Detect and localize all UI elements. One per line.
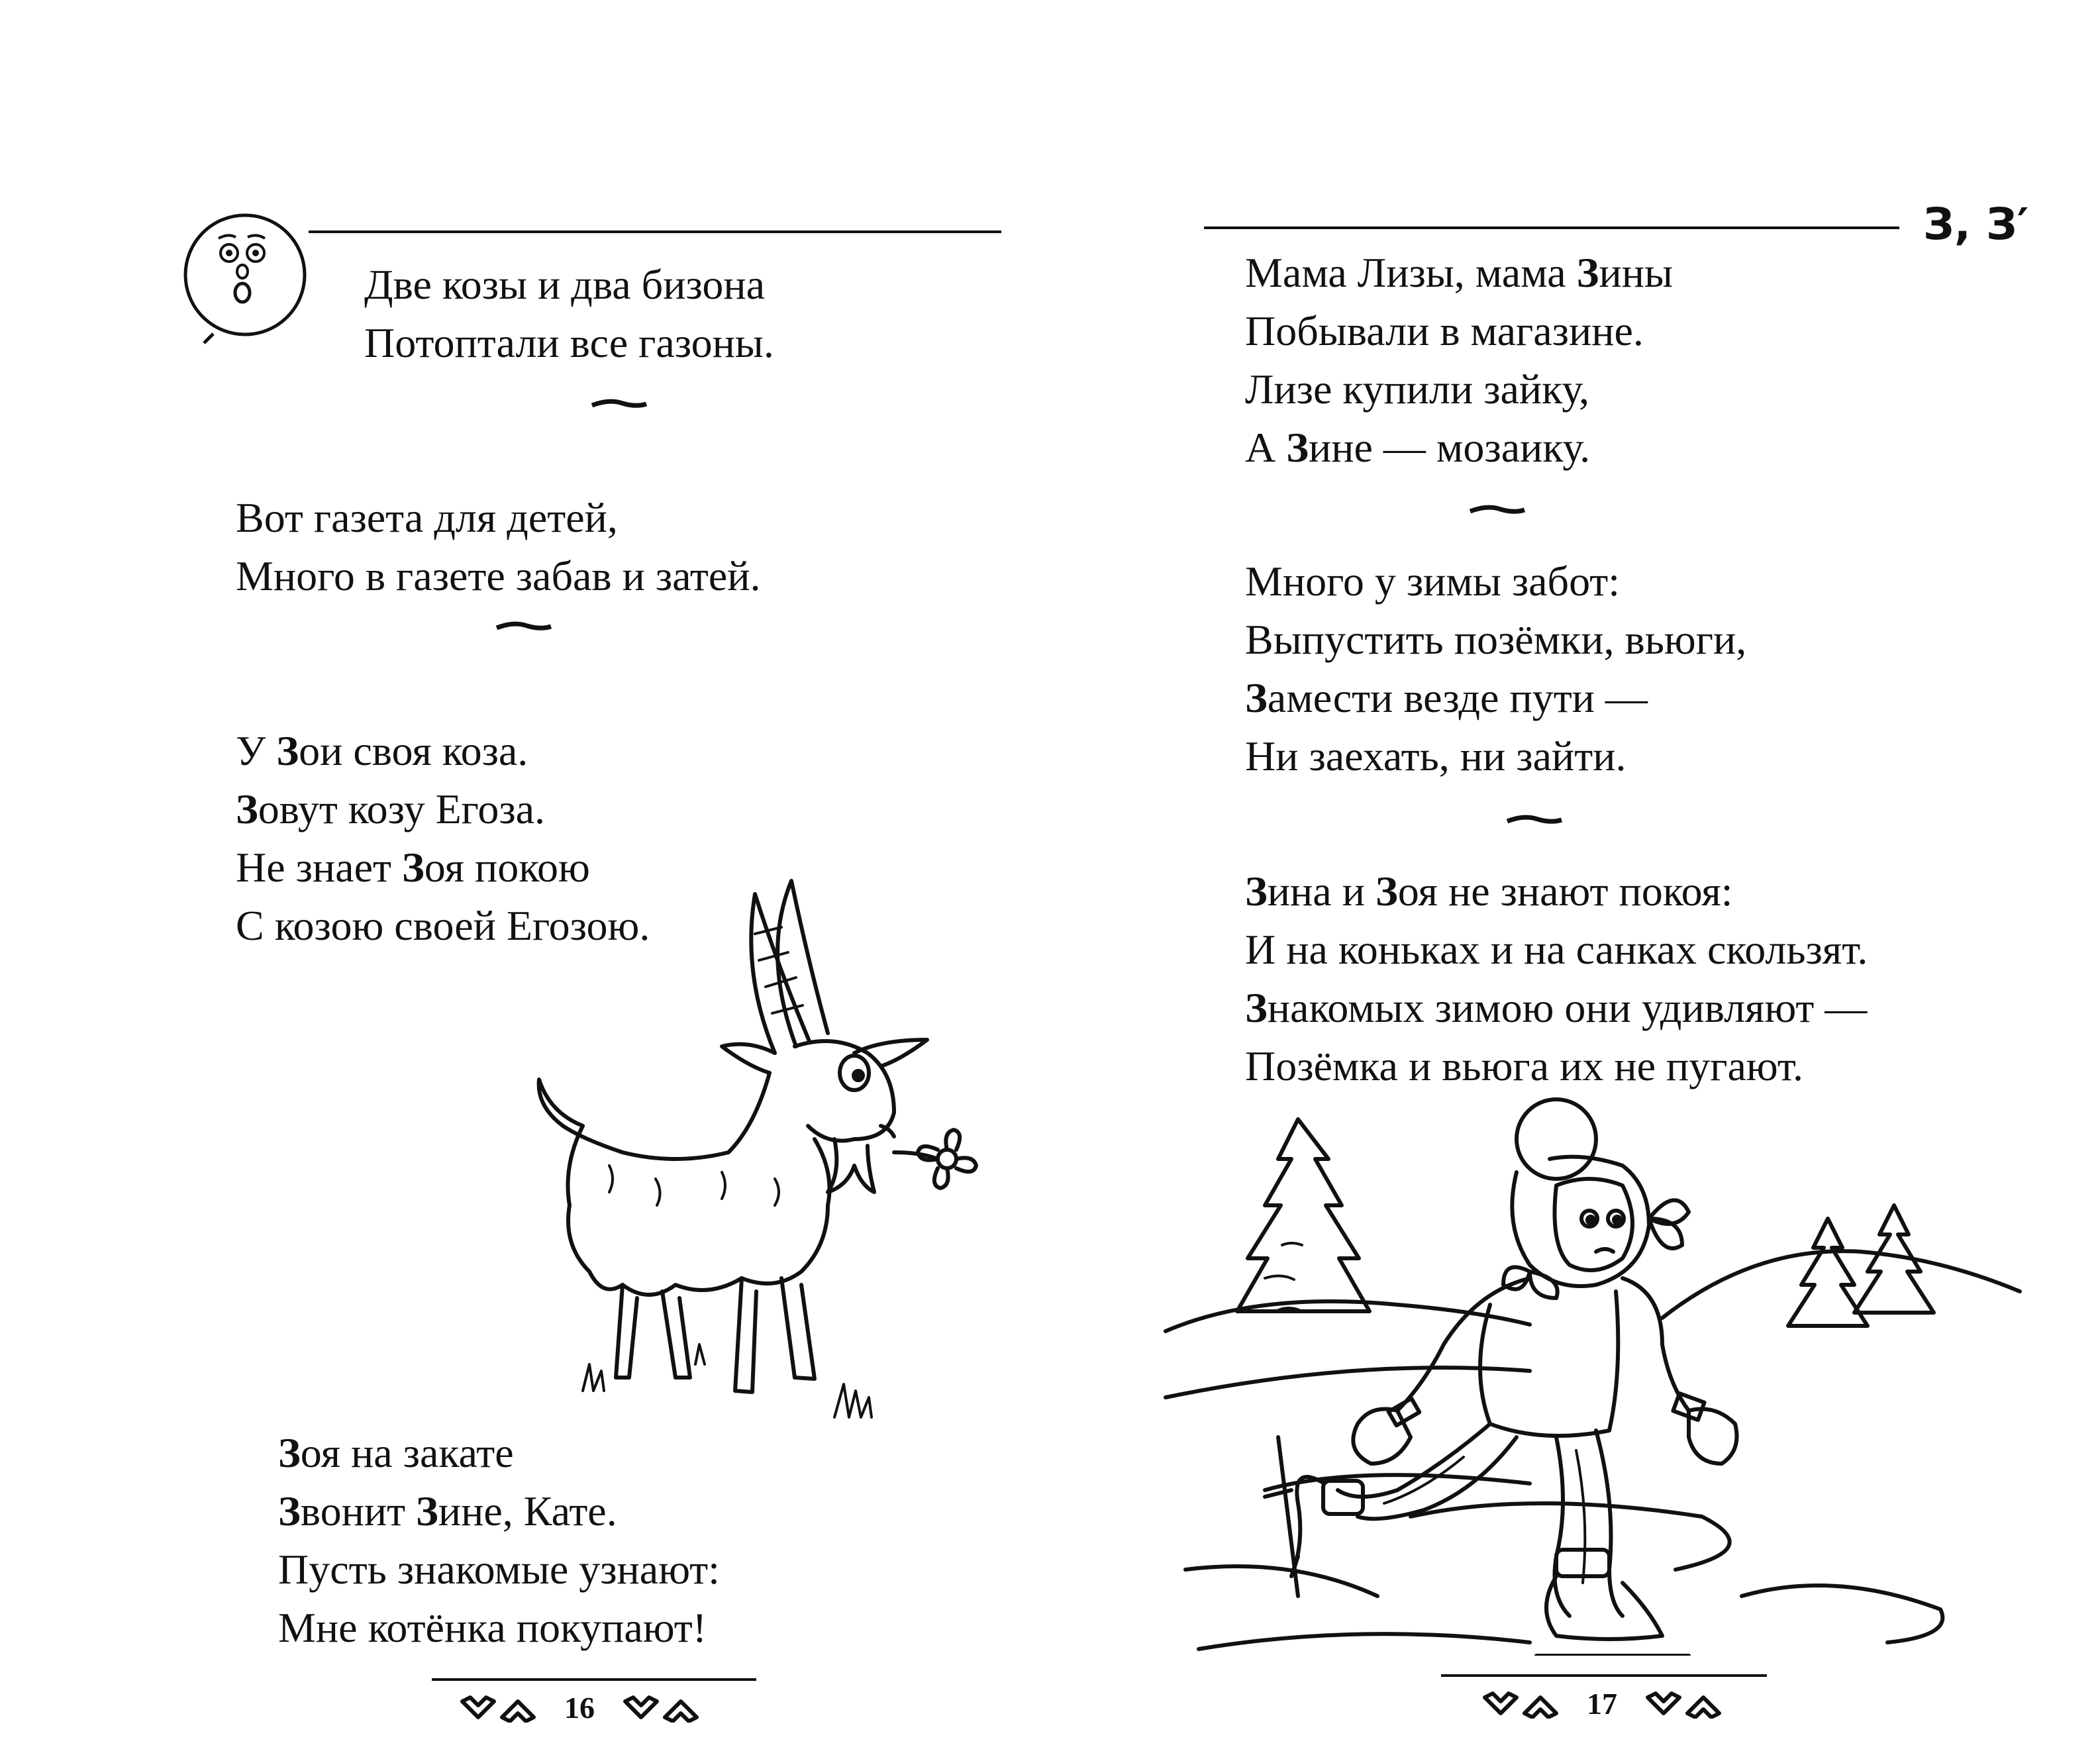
text-run: Вот газета для детей, xyxy=(236,494,618,541)
heart-pair-ornament-icon xyxy=(458,1693,538,1723)
child-skater-illustration xyxy=(1159,1093,2033,1656)
tilde-dash-icon xyxy=(1468,503,1527,517)
bold-letter: З xyxy=(1245,868,1268,915)
text-run: И на коньках и на санках скользят. xyxy=(1245,926,1868,973)
poem-line xyxy=(1245,921,1868,979)
poem-line xyxy=(236,780,650,838)
poem-line xyxy=(278,1424,720,1482)
text-run: Много у зимы забот: xyxy=(1245,558,1620,605)
poem-line xyxy=(1245,862,1868,921)
right-top-rule xyxy=(1204,226,1899,229)
poem-line xyxy=(1245,1037,1868,1095)
text-run: У xyxy=(236,727,277,774)
text-run: Пусть знакомые узнают: xyxy=(278,1546,720,1593)
text-run: Потоптали все газоны. xyxy=(364,319,774,366)
page-number: 16 xyxy=(564,1691,595,1725)
bold-letter: З xyxy=(236,785,258,832)
text-run: овут козу Егоза. xyxy=(258,785,545,832)
poem-line xyxy=(1245,727,1746,785)
text-run: ине, Кате. xyxy=(438,1487,617,1534)
poem-line xyxy=(364,314,774,372)
right-poem-3 xyxy=(1245,862,1868,1095)
text-run: оя покою xyxy=(424,844,590,891)
text-run: Лизе купили зайку, xyxy=(1245,366,1589,413)
poem-line xyxy=(1245,979,1868,1037)
tilde-dash-icon xyxy=(589,397,649,411)
left-top-rule xyxy=(309,230,1001,233)
text-run: Много в газете забав и затей. xyxy=(236,552,761,599)
goat-illustration xyxy=(523,874,987,1431)
right-poem-2 xyxy=(1245,552,1746,785)
right-poem-1 xyxy=(1245,244,1673,477)
text-run: ои своя коза. xyxy=(299,727,528,774)
tilde-dash-icon xyxy=(494,620,554,633)
bold-letter: З xyxy=(276,727,299,774)
tilde-dash-icon xyxy=(1505,813,1564,827)
poem-line xyxy=(1245,669,1746,727)
text-run: амести везде пути — xyxy=(1267,674,1648,721)
heart-pair-ornament-icon xyxy=(1644,1689,1723,1719)
poem-line xyxy=(236,547,761,605)
surprised-face-icon xyxy=(179,212,311,351)
page-number: 17 xyxy=(1587,1687,1617,1721)
text-run: ине — мозаику. xyxy=(1309,424,1591,471)
bold-letter: З xyxy=(1286,424,1309,471)
poem-line xyxy=(1245,244,1673,302)
text-run: Выпустить позёмки, вьюги, xyxy=(1245,616,1747,663)
bold-letter: З xyxy=(1245,674,1268,721)
right-page-footer xyxy=(1481,1686,1723,1721)
bold-letter: З xyxy=(1245,984,1268,1031)
left-page-footer xyxy=(458,1690,701,1725)
poem-line xyxy=(1245,552,1746,611)
poem-line xyxy=(278,1482,720,1540)
bold-letter: З xyxy=(1375,868,1398,915)
bold-letter: З xyxy=(278,1429,301,1476)
poem-line xyxy=(278,1540,720,1599)
text-run: ины xyxy=(1599,249,1673,296)
bold-letter: З xyxy=(1576,249,1599,296)
poem-line xyxy=(236,489,761,547)
right-footer-rule xyxy=(1441,1674,1767,1677)
bold-letter: З xyxy=(401,844,425,891)
poem-line xyxy=(1245,611,1746,669)
text-run: ина и xyxy=(1267,868,1375,915)
poem-line xyxy=(364,256,774,314)
bold-letter: З xyxy=(416,1487,438,1534)
text-run: Две козы и два бизона xyxy=(364,261,765,308)
left-poem-1 xyxy=(364,256,774,372)
left-poem-4 xyxy=(278,1424,720,1657)
text-run: Ни заехать, ни зайти. xyxy=(1245,732,1626,779)
heart-pair-ornament-icon xyxy=(621,1693,701,1723)
text-run: С козою своей Егозою. xyxy=(236,902,650,949)
text-run: накомых зимою они удивляют — xyxy=(1267,984,1868,1031)
poem-line xyxy=(278,1599,720,1657)
poem-line xyxy=(1245,360,1673,419)
poem-line xyxy=(1245,419,1673,477)
text-run: Позёмка и вьюга их не пугают. xyxy=(1245,1042,1803,1089)
text-run: вонит xyxy=(300,1487,417,1534)
text-run: Мне котёнка покупают! xyxy=(278,1604,707,1651)
header-letters: З, З′ xyxy=(1923,199,2029,250)
left-poem-2 xyxy=(236,489,761,605)
poem-line xyxy=(1245,302,1673,360)
text-run: Мама Лизы, мама xyxy=(1245,249,1577,296)
left-footer-rule xyxy=(432,1678,756,1681)
text-run: оя не знают покоя: xyxy=(1397,868,1733,915)
text-run: Не знает xyxy=(236,844,402,891)
heart-pair-ornament-icon xyxy=(1481,1689,1560,1719)
bold-letter: З xyxy=(278,1487,301,1534)
poem-line xyxy=(236,722,650,780)
text-run: А xyxy=(1245,424,1287,471)
text-run: оя на закате xyxy=(300,1429,514,1476)
text-run: Побывали в магазине. xyxy=(1245,307,1644,354)
